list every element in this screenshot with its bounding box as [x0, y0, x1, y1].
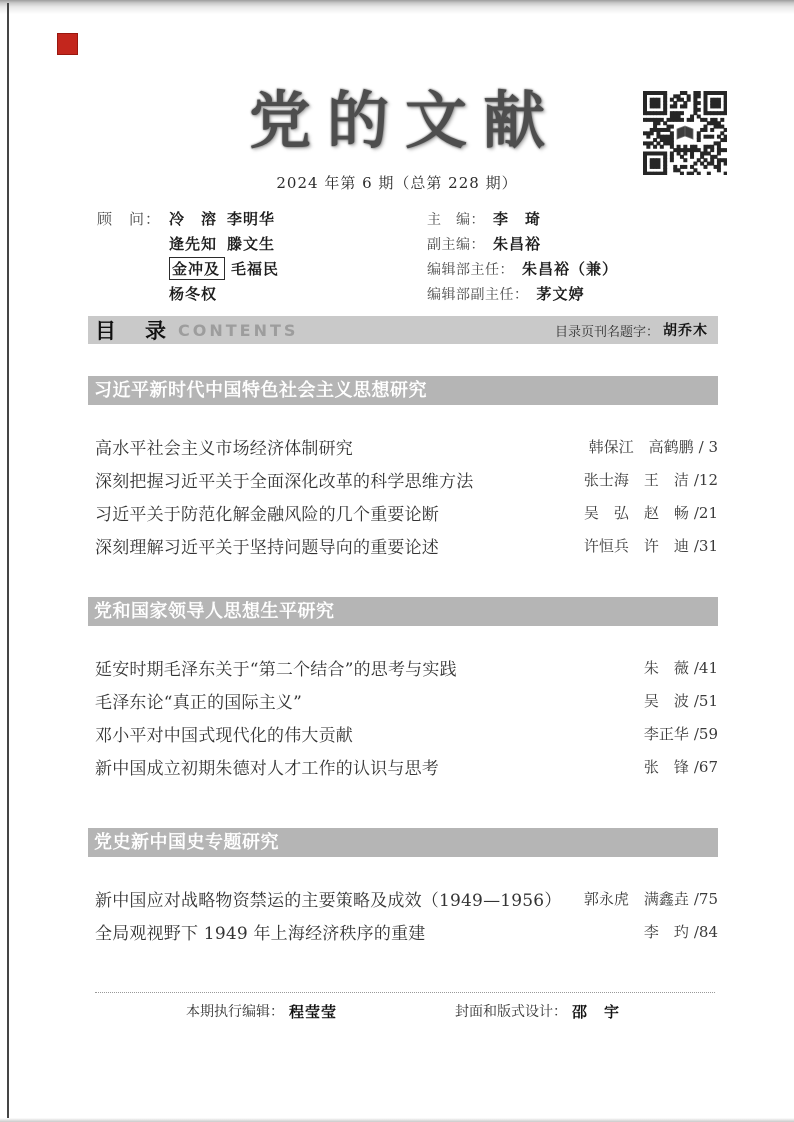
article-authors: 朱 薇	[643, 659, 689, 677]
toc-entry	[95, 430, 718, 463]
toc-entry	[95, 529, 718, 562]
article-page: /21	[693, 503, 718, 522]
issue-line: 2024 年第 6 期（总第 228 期）	[276, 174, 518, 192]
article-byline	[584, 469, 718, 490]
article-list	[95, 430, 718, 562]
toc-entry	[95, 463, 718, 496]
article-title: 高水平社会主义市场经济体制研究	[95, 439, 353, 459]
editor-row	[427, 206, 618, 231]
article-authors: 郭永虎 满鑫垚	[583, 890, 689, 908]
credit-name: 程莹莹	[288, 1002, 337, 1021]
footer-divider	[95, 992, 715, 993]
toc-entry	[95, 750, 718, 783]
footer-credit	[186, 1000, 337, 1022]
article-authors: 李正华	[643, 725, 689, 743]
toc-entry	[95, 496, 718, 529]
toc-entry	[95, 882, 718, 915]
article-title: 延安时期毛泽东关于“第二个结合”的思考与实践	[95, 660, 457, 680]
article-byline	[589, 436, 718, 457]
toc-entry	[95, 717, 718, 750]
footer-credit	[455, 1000, 620, 1022]
contents-title-cn: 目 录	[95, 319, 170, 343]
article-authors: 吴 波	[643, 692, 689, 710]
article-page: /31	[693, 536, 718, 555]
article-list	[95, 651, 718, 783]
article-list	[95, 882, 718, 948]
editors-block	[427, 206, 618, 306]
credit-label: 封面和版式设计：	[455, 1004, 567, 1020]
article-page: /51	[693, 691, 718, 710]
credit-name: 邵 宇	[572, 1002, 621, 1021]
article-title: 新中国成立初期朱德对人才工作的认识与思考	[95, 759, 439, 779]
page-bottom-shadow	[0, 1118, 794, 1122]
advisor-row	[97, 231, 289, 256]
page-left-edge-line	[7, 3, 9, 1122]
article-title: 深刻理解习近平关于坚持问题导向的重要论述	[95, 538, 439, 558]
article-title: 新中国应对战略物资禁运的主要策略及成效（1949—1956）	[95, 891, 562, 911]
advisor-name: 毛福民	[231, 260, 280, 278]
journal-title: 党的文献	[248, 84, 561, 157]
article-byline	[644, 921, 718, 942]
advisors-block	[97, 206, 289, 306]
article-byline	[584, 535, 718, 556]
article-title: 全局观视野下 1949 年上海经济秩序的重建	[95, 924, 426, 944]
section-header: 党史新中国史专题研究	[88, 828, 718, 857]
article-authors: 吴 弘 赵 畅	[583, 504, 689, 522]
article-title: 邓小平对中国式现代化的伟大贡献	[95, 726, 353, 746]
article-byline	[644, 690, 718, 711]
article-page: /84	[693, 922, 718, 941]
advisor-name: 杨冬权	[169, 285, 218, 303]
editor-role-label: 副主编：	[427, 236, 485, 253]
article-authors: 许恒兵 许 迪	[583, 537, 689, 555]
article-byline	[644, 756, 718, 777]
editor-role-label: 主 编：	[427, 211, 485, 228]
article-title: 习近平关于防范化解金融风险的几个重要论断	[95, 505, 439, 525]
qr-code	[643, 91, 727, 175]
article-page: /41	[693, 658, 718, 677]
calligrapher-credit	[555, 320, 708, 340]
toc-entry	[95, 651, 718, 684]
article-authors: 张 锋	[643, 758, 689, 776]
editor-name: 李 琦	[493, 210, 542, 228]
article-title: 毛泽东论“真正的国际主义”	[95, 693, 302, 713]
article-byline	[584, 888, 718, 909]
calligrapher-name: 胡乔木	[663, 323, 708, 339]
article-page: /75	[693, 889, 718, 908]
article-byline	[584, 502, 718, 523]
advisor-name: 冷 溶	[169, 210, 218, 228]
editor-role-label: 编辑部副主任：	[427, 286, 529, 303]
qr-code-image	[643, 91, 727, 175]
advisor-name: 逄先知	[169, 235, 218, 253]
contents-header-bar	[88, 316, 718, 344]
calligrapher-label: 目录页刊名题字：	[554, 324, 659, 340]
editor-row	[427, 256, 618, 281]
section-header: 党和国家领导人思想生平研究	[88, 597, 718, 626]
advisor-name-boxed: 金冲及	[169, 257, 225, 280]
advisor-row	[97, 281, 289, 306]
contents-title-en: CONTENTS	[178, 320, 299, 340]
article-page: /12	[693, 470, 718, 489]
article-page: / 3	[698, 437, 718, 456]
article-page: /59	[693, 724, 718, 743]
article-title: 深刻把握习近平关于全面深化改革的科学思维方法	[95, 472, 474, 492]
advisor-row	[97, 256, 289, 281]
footer-credits	[88, 1000, 718, 1022]
advisors-label: 顾 问：	[97, 210, 162, 228]
article-byline	[644, 657, 718, 678]
editor-row	[427, 231, 618, 256]
credit-label: 本期执行编辑：	[185, 1004, 284, 1020]
editor-role-label: 编辑部主任：	[427, 261, 514, 278]
red-marker	[57, 33, 78, 55]
article-authors: 李 玓	[643, 923, 689, 941]
editor-name: 朱昌裕（兼）	[522, 260, 619, 278]
toc-entry	[95, 915, 718, 948]
editor-name: 茅文婷	[536, 285, 585, 303]
section-header: 习近平新时代中国特色社会主义思想研究	[88, 376, 718, 405]
article-authors: 韩保江 高鹤鹏	[588, 438, 694, 456]
editor-name: 朱昌裕	[493, 235, 542, 253]
article-page: /67	[693, 757, 718, 776]
page-top-shadow	[0, 0, 794, 14]
advisor-row	[97, 206, 289, 231]
article-authors: 张士海 王 洁	[583, 471, 689, 489]
toc-entry	[95, 684, 718, 717]
article-byline	[644, 723, 718, 744]
editor-row	[427, 281, 618, 306]
advisor-name: 滕文生	[227, 235, 276, 253]
advisor-name: 李明华	[227, 210, 276, 228]
